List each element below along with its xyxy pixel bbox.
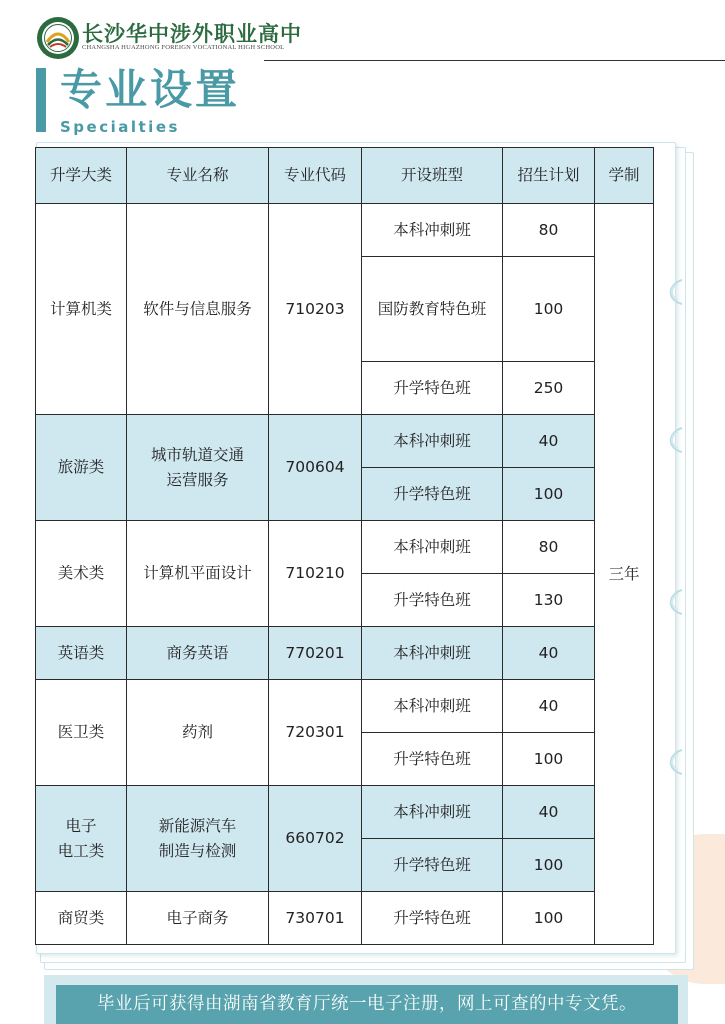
class-type-cell: 升学特色班 bbox=[362, 733, 503, 786]
plan-cell: 100 bbox=[503, 733, 595, 786]
class-type-cell: 本科冲刺班 bbox=[362, 627, 503, 680]
class-type-cell: 升学特色班 bbox=[362, 574, 503, 627]
page-curl-icon bbox=[662, 278, 684, 306]
class-type-cell: 升学特色班 bbox=[362, 839, 503, 892]
major-cell: 软件与信息服务 bbox=[127, 204, 269, 415]
code-cell: 710203 bbox=[269, 204, 362, 415]
page-curl-icon bbox=[662, 588, 684, 616]
column-header: 专业代码 bbox=[269, 148, 362, 204]
category-cell: 商贸类 bbox=[36, 892, 127, 945]
class-type-cell: 升学特色班 bbox=[362, 468, 503, 521]
code-cell: 660702 bbox=[269, 786, 362, 892]
footer-note: 毕业后可获得由湖南省教育厅统一电子注册，网上可查的中专文凭。 bbox=[56, 985, 678, 1024]
page-curl-icon bbox=[662, 748, 684, 776]
title-accent-bar bbox=[36, 68, 46, 132]
class-type-cell: 本科冲刺班 bbox=[362, 786, 503, 839]
plan-cell: 100 bbox=[503, 257, 595, 362]
school-name-cn: 长沙华中涉外职业高中 bbox=[82, 21, 302, 46]
table-row bbox=[36, 521, 654, 574]
plan-cell: 40 bbox=[503, 415, 595, 468]
major-cell: 城市轨道交通 运营服务 bbox=[127, 415, 269, 521]
class-type-cell: 升学特色班 bbox=[362, 892, 503, 945]
page-curl-icon bbox=[662, 426, 684, 454]
category-cell: 医卫类 bbox=[36, 680, 127, 786]
class-type-cell: 本科冲刺班 bbox=[362, 204, 503, 257]
category-cell: 英语类 bbox=[36, 627, 127, 680]
table-row bbox=[36, 204, 654, 257]
major-cell: 商务英语 bbox=[127, 627, 269, 680]
column-header: 开设班型 bbox=[362, 148, 503, 204]
table-row bbox=[36, 415, 654, 468]
plan-cell: 40 bbox=[503, 627, 595, 680]
table-row bbox=[36, 892, 654, 945]
code-cell: 730701 bbox=[269, 892, 362, 945]
major-cell: 新能源汽车 制造与检测 bbox=[127, 786, 269, 892]
category-cell: 计算机类 bbox=[36, 204, 127, 415]
page-title: 专业设置 bbox=[60, 65, 241, 114]
plan-cell: 80 bbox=[503, 521, 595, 574]
specialties-table bbox=[35, 147, 654, 945]
plan-cell: 100 bbox=[503, 892, 595, 945]
plan-cell: 100 bbox=[503, 839, 595, 892]
class-type-cell: 升学特色班 bbox=[362, 362, 503, 415]
class-type-cell: 本科冲刺班 bbox=[362, 680, 503, 733]
major-cell: 电子商务 bbox=[127, 892, 269, 945]
class-type-cell: 本科冲刺班 bbox=[362, 415, 503, 468]
plan-cell: 250 bbox=[503, 362, 595, 415]
column-header: 专业名称 bbox=[127, 148, 269, 204]
code-cell: 710210 bbox=[269, 521, 362, 627]
class-type-cell: 本科冲刺班 bbox=[362, 521, 503, 574]
plan-cell: 40 bbox=[503, 680, 595, 733]
table-row bbox=[36, 680, 654, 733]
category-cell: 旅游类 bbox=[36, 415, 127, 521]
major-cell: 计算机平面设计 bbox=[127, 521, 269, 627]
plan-cell: 80 bbox=[503, 204, 595, 257]
code-cell: 770201 bbox=[269, 627, 362, 680]
school-logo bbox=[36, 16, 80, 60]
plan-cell: 100 bbox=[503, 468, 595, 521]
class-type-cell: 国防教育特色班 bbox=[362, 257, 503, 362]
category-cell: 电子 电工类 bbox=[36, 786, 127, 892]
code-cell: 720301 bbox=[269, 680, 362, 786]
category-cell: 美术类 bbox=[36, 521, 127, 627]
table-row bbox=[36, 786, 654, 839]
table-header-row bbox=[36, 148, 654, 204]
plan-cell: 130 bbox=[503, 574, 595, 627]
plan-cell: 40 bbox=[503, 786, 595, 839]
table-row bbox=[36, 627, 654, 680]
column-header: 升学大类 bbox=[36, 148, 127, 204]
school-name-en: CHANGSHA HUAZHONG FOREIGN VOCATIONAL HIGH SCHOOL bbox=[82, 44, 285, 51]
header-divider bbox=[264, 60, 725, 61]
column-header: 招生计划 bbox=[503, 148, 595, 204]
major-cell: 药剂 bbox=[127, 680, 269, 786]
code-cell: 700604 bbox=[269, 415, 362, 521]
duration-cell: 三年 bbox=[595, 204, 654, 945]
page-subtitle: Specialties bbox=[60, 118, 180, 136]
column-header: 学制 bbox=[595, 148, 654, 204]
